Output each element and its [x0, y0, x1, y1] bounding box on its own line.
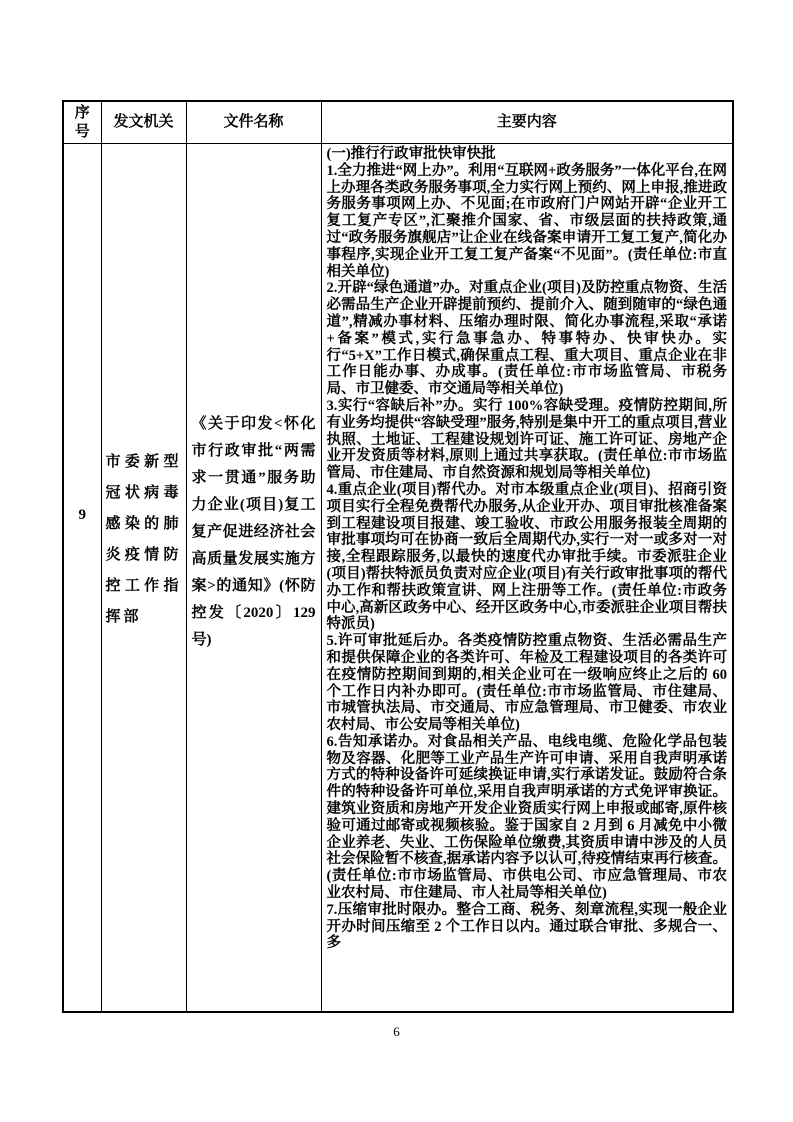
- cell-document-title: [186, 144, 321, 1013]
- header-cell-serial: [63, 101, 101, 144]
- content-section-heading: (一)推行行政审批快审快批: [326, 146, 496, 162]
- header-cell-title: [186, 101, 321, 144]
- document-table: [62, 100, 734, 1013]
- table-row: [63, 144, 733, 1013]
- cell-issuing-authority: [101, 144, 186, 1013]
- main-content: [322, 144, 733, 952]
- cell-main-content: [321, 144, 733, 1013]
- content-paragraph: 6.告知承诺办。对食品相关产品、电线电缆、危险化学品包装物及容器、化肥等工业产品生产许可申请、采用自我声明承诺方式的特种设备许可延续换证申请,实行承诺发证。鼓励符合条件的特种设备许可单位,采用自我声明承诺的方式免评审换证。建筑业资质和房地产开发企业资质实行网上申报或邮寄,原件核验可通过邮寄或视频核验。鉴于国家自 2 月到 6 月减免中小微企业养老、失业、工伤保险单位缴费,其资质申请中涉及的人员社会保险暂不核查,据承诺内容予以认可,待疫情结束再行核查。(责任单位:市市场监管局、市供电公司、市应急管理局、市农业农村局、市住建局、市人社局等相关单位): [326, 733, 727, 902]
- header-cell-content: [321, 101, 733, 144]
- table-header-row: [63, 101, 733, 144]
- content-paragraph: 3.实行“容缺后补”办。实行 100%容缺受理。疫情防控期间,所有业务均提供“容缺受理”服务,特别是集中开工的重点项目,营业执照、土地证、工程建设规划许可证、施工许可证、房地产企业开发资质等材料,原则上通过共享获取。(责任单位:市市场监管局、市住建局、市自然资源和规划局等相关单位): [326, 397, 727, 482]
- serial-number: 9: [78, 507, 86, 523]
- content-paragraph: 2.开辟“绿色通道”办。对重点企业(项目)及防控重点物资、生活必需品生产企业开辟提前预约、提前介入、随到随审的“绿色通道”,精减办事材料、压缩办理时限、简化办事流程,采取“承诺+备案”模式,实行急事急办、特事特办、快审快办。实行“5+X”工作日模式,确保重点工程、重大项目、重点企业在非工作日能办事、办成事。(责任单位:市市场监管局、市税务局、市卫健委、市交通局等相关单位): [326, 280, 727, 398]
- cell-serial-number: [63, 144, 101, 1013]
- header-label-content: 主要内容: [496, 114, 557, 130]
- content-paragraph: 5.许可审批延后办。各类疫情防控重点物资、生活必需品生产和提供保障企业的各类许可、年检及工程建设项目的各类许可在疫情防控期间到期的,相关企业可在一级响应终止之后的 60 个工作日内补办即可。(责任单位:市市场监管局、市住建局、市城管执法局、市交通局、市应急管理局、市卫健委、市农业农村局、市公安局等相关单位): [326, 633, 727, 734]
- content-paragraph: 7.压缩审批时限办。整合工商、税务、刻章流程,实现一般企业开办时间压缩至 2 个工作日以内。通过联合审批、多规合一、多: [326, 901, 727, 952]
- issuing-authority: 市委新型冠状病毒感染的肺炎疫情防控工作指挥部: [105, 453, 182, 625]
- page-number: 6: [393, 1024, 400, 1039]
- header-label-serial: 序号: [74, 104, 90, 140]
- content-paragraph: 1.全力推进“网上办”。利用“互联网+政务服务”一体化平台,在网上办理各类政务服务事项,全力实行网上预约、网上申报,推进政务服务事项网上办、不见面;在市政府门户网站开辟“企业开工复工复产专区”,汇聚推介国家、省、市级层面的扶持政策,通过“政务服务旗舰店”让企业在线备案申请开工复工复产,简化办事程序,实现企业开工复工复产备案“不见面”。(责任单位:市直相关单位): [326, 162, 727, 280]
- document-title: 《关于印发<怀化市行政审批“两需求一贯通”服务助力企业(项目)复工复产促进经济社会高质量发展实施方案>的通知》(怀防控发〔2020〕129 号): [191, 416, 316, 648]
- header-label-title: 文件名称: [223, 114, 284, 130]
- content-paragraph: 4.重点企业(项目)帮代办。对市本级重点企业(项目)、招商引资项目实行全程免费帮代办服务,从企业开办、项目审批核准备案到工程建设项目报建、竣工验收、市政公用服务报装全周期的审批事项均可在协商一致后全周期代办,实行一对一或多对一对接,全程跟踪服务,以最快的速度代办审批手续。市委派驻企业(项目)帮扶特派员负责对应企业(项目)有关行政审批事项的帮代办工作和帮扶政策宣讲、网上注册等工作。(责任单位:市政务中心,高新区政务中心、经开区政务中心,市委派驻企业项目帮扶特派员): [326, 481, 727, 633]
- header-label-authority: 发文机关: [113, 114, 174, 130]
- header-cell-authority: [101, 101, 186, 144]
